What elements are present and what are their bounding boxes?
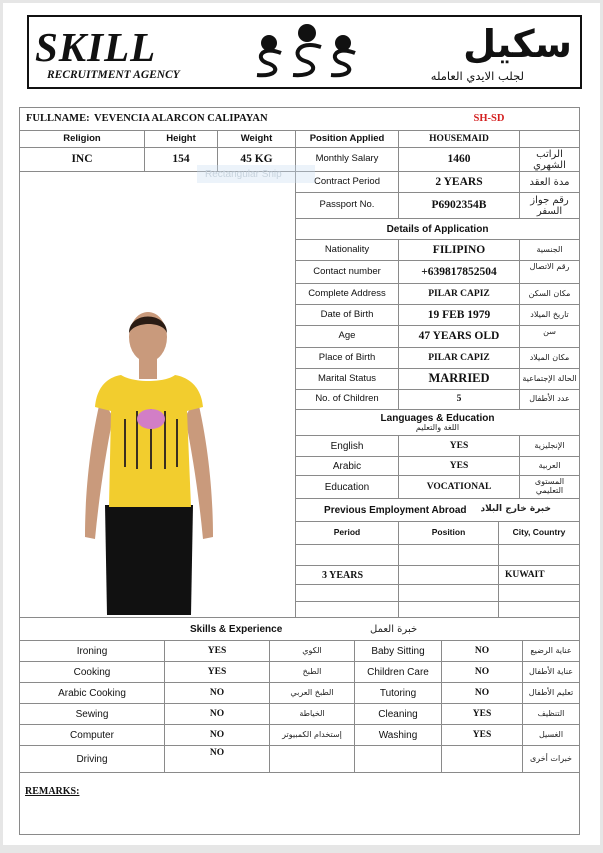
- skills-title: Skills & Experience: [190, 623, 283, 635]
- skill-other-label: [354, 745, 442, 773]
- education-label-ar: المستوى التعليمي: [519, 475, 580, 499]
- skill-driving-value: NO: [164, 745, 270, 773]
- skill-sewing-ar: الخياطة: [269, 703, 355, 725]
- address-label: Complete Address: [295, 283, 399, 305]
- employment-row-4-period: [295, 601, 399, 618]
- skill-tutoring-value: NO: [441, 682, 523, 704]
- english-label: English: [295, 435, 399, 457]
- skill-cleaning-ar: التنظيف: [522, 703, 580, 725]
- contact-value: +639817852504: [398, 260, 520, 284]
- nationality-label-ar: الجنسية: [519, 239, 580, 261]
- education-label: Education: [295, 475, 399, 499]
- skills-title-ar: خبرة العمل: [370, 623, 418, 635]
- age-label-ar: سن: [519, 325, 580, 348]
- salary-value: 1460: [398, 147, 520, 172]
- fullname-value: VEVENCIA ALARCON CALIPAYAN: [94, 113, 268, 125]
- agency-logo-banner: [27, 15, 582, 89]
- employment-row-3-city: [498, 584, 580, 602]
- employment-title-cell: [295, 498, 580, 522]
- position-applied-value: HOUSEMAID: [398, 130, 520, 148]
- arabic-value: YES: [398, 456, 520, 476]
- brand-subtitle-ar: لجلب الايدي العامله: [430, 69, 524, 83]
- marital-label: Marital Status: [295, 368, 399, 390]
- skill-childrencare-ar: عناية الأطفال: [522, 661, 580, 683]
- snip-tool-ghost-label: Rectangular Snip: [197, 165, 315, 183]
- languages-title-cell: [295, 409, 580, 436]
- details-title: Details of Application: [295, 218, 580, 240]
- skill-tutoring-label: Tutoring: [354, 682, 442, 704]
- height-header: Height: [144, 130, 218, 148]
- height-value: 154: [144, 147, 218, 172]
- employment-row-2-position: [398, 565, 499, 585]
- children-label: No. of Children: [295, 389, 399, 410]
- applicant-code-cell: [399, 107, 580, 131]
- english-value: YES: [398, 435, 520, 457]
- religion-header: Religion: [19, 130, 145, 148]
- education-value: VOCATIONAL: [398, 475, 520, 499]
- english-label-ar: الإنجليزية: [519, 435, 580, 457]
- employment-row-2-city: KUWAIT: [498, 565, 580, 585]
- contract-period-label: Contract Period: [295, 171, 399, 193]
- skill-sewing-value: NO: [164, 703, 270, 725]
- skill-ironing-value: YES: [164, 640, 270, 662]
- nationality-label: Nationality: [295, 239, 399, 261]
- skill-childrencare-label: Children Care: [354, 661, 442, 683]
- children-label-ar: عدد الأطفال: [519, 389, 580, 410]
- address-value: PILAR CAPIZ: [398, 283, 520, 305]
- pob-value: PILAR CAPIZ: [398, 347, 520, 369]
- skill-washing-value: YES: [441, 724, 523, 746]
- applicant-photo: [79, 307, 219, 617]
- arabic-label-ar: العربية: [519, 456, 580, 476]
- brand-subtitle-en: RECRUITMENT AGENCY: [47, 69, 180, 81]
- skill-driving-label: Driving: [19, 745, 165, 773]
- skills-title-cell: [19, 617, 580, 641]
- remarks-box: [19, 772, 580, 835]
- skill-cooking-value: YES: [164, 661, 270, 683]
- contact-label-ar: رقم الاتصال: [519, 260, 580, 284]
- age-value: 47 YEARS OLD: [398, 325, 520, 348]
- skill-arabiccooking-label: Arabic Cooking: [19, 682, 165, 704]
- salary-label-ar: الراتب الشهري: [519, 147, 580, 172]
- languages-title-ar: اللغة والتعليم: [415, 422, 460, 432]
- skill-washing-label: Washing: [354, 724, 442, 746]
- blank-ar-cell: [519, 130, 580, 148]
- skill-babysitting-value: NO: [441, 640, 523, 662]
- children-value: 5: [398, 389, 520, 410]
- marital-value: MARRIED: [398, 368, 520, 390]
- skill-ironing-ar: الكوي: [269, 640, 355, 662]
- brand-name-en: SKILL: [35, 24, 157, 70]
- position-applied-header: Position Applied: [295, 130, 399, 148]
- address-label-ar: مكان السكن: [519, 283, 580, 305]
- skill-arabiccooking-ar: الطبخ العربي: [269, 682, 355, 704]
- skill-cleaning-value: YES: [441, 703, 523, 725]
- marital-label-ar: الحالة الإجتماعية: [519, 368, 580, 390]
- dob-value: 19 FEB 1979: [398, 304, 520, 326]
- arabic-label: Arabic: [295, 456, 399, 476]
- passport-label-ar: رقم جواز السفر: [519, 192, 580, 219]
- age-label: Age: [295, 325, 399, 348]
- weight-value: 45 KG: [217, 147, 296, 172]
- people-logo-icon: [247, 21, 367, 83]
- dob-label: Date of Birth: [295, 304, 399, 326]
- skill-babysitting-ar: عناية الرضيع: [522, 640, 580, 662]
- skill-other-value: [441, 745, 523, 773]
- weight-header: Weight: [217, 130, 296, 148]
- skill-childrencare-value: NO: [441, 661, 523, 683]
- contract-period-label-ar: مدة العقد: [519, 171, 580, 193]
- skill-ironing-label: Ironing: [19, 640, 165, 662]
- skill-tutoring-ar: تعليم الأطفال: [522, 682, 580, 704]
- skill-arabiccooking-value: NO: [164, 682, 270, 704]
- religion-value: INC: [19, 147, 145, 172]
- employment-row-1-period: [295, 544, 399, 566]
- employment-row-1-city: [498, 544, 580, 566]
- skill-driving-ar: [269, 745, 355, 773]
- nationality-value: FILIPINO: [398, 239, 520, 261]
- fullname-label: FULLNAME:: [26, 113, 90, 125]
- languages-title: Languages & Education: [380, 412, 495, 424]
- brand-name-ar: سكيل: [463, 22, 572, 66]
- employment-row-2-period: 3 YEARS: [295, 565, 399, 585]
- contract-period-value: 2 YEARS: [398, 171, 520, 193]
- contact-label: Contact number: [295, 260, 399, 284]
- skill-babysitting-label: Baby Sitting: [354, 640, 442, 662]
- skill-cooking-ar: الطبخ: [269, 661, 355, 683]
- dob-label-ar: تاريخ الميلاد: [519, 304, 580, 326]
- skill-computer-value: NO: [164, 724, 270, 746]
- employment-row-3-position: [398, 584, 499, 602]
- skill-cooking-label: Cooking: [19, 661, 165, 683]
- employment-position-header: Position: [398, 521, 499, 545]
- employment-title-ar: خبرة خارج البلاد: [480, 504, 551, 515]
- employment-city-header: City, Country: [498, 521, 580, 545]
- employment-row-4-position: [398, 601, 499, 618]
- salary-label: Monthly Salary: [295, 147, 399, 172]
- skill-computer-ar: إستخدام الكمبيوتر: [269, 724, 355, 746]
- pob-label: Place of Birth: [295, 347, 399, 369]
- skill-computer-label: Computer: [19, 724, 165, 746]
- remarks-label: REMARKS:: [25, 786, 80, 797]
- skill-sewing-label: Sewing: [19, 703, 165, 725]
- employment-title: Previous Employment Abroad: [324, 504, 467, 516]
- skill-washing-ar: الغسيل: [522, 724, 580, 746]
- passport-label: Passport No.: [295, 192, 399, 219]
- employment-row-3-period: [295, 584, 399, 602]
- passport-value: P6902354B: [398, 192, 520, 219]
- employment-period-header: Period: [295, 521, 399, 545]
- skill-cleaning-label: Cleaning: [354, 703, 442, 725]
- skill-other-ar: خبرات أخرى: [522, 745, 580, 773]
- employment-row-4-city: [498, 601, 580, 618]
- applicant-code: SH-SD: [473, 113, 505, 125]
- cv-page: [3, 3, 600, 845]
- pob-label-ar: مكان الميلاد: [519, 347, 580, 369]
- employment-row-1-position: [398, 544, 499, 566]
